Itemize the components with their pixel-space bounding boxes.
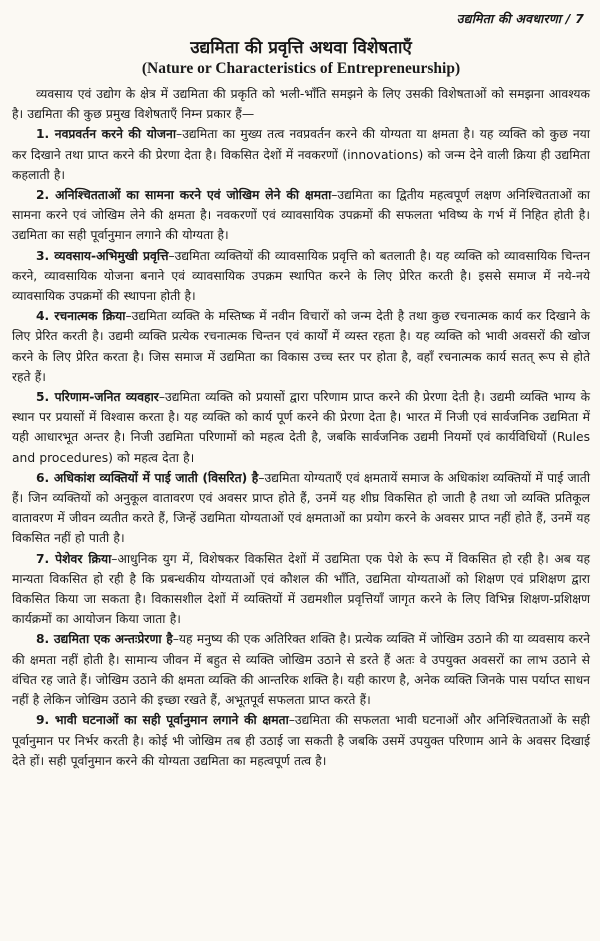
running-head: उद्यमिता की अवधारणा / 7 <box>456 11 584 26</box>
section-title-english: (Nature or Characteristics of Entrepreneurship) <box>141 60 461 77</box>
point-text: –उद्यमिता व्यक्ति को प्रयासों द्वारा परिणाम प्राप्त करने की प्रेरणा देती है। उद्यमी व्यक्ति भाग्य के स्थान पर प्रयासों में विश्वास करता है। यह व्यक्ति को कार्य पूर्ण करने की प्रेरणा देता है। भारत में निजी एवं सार्वजनिक उद्यमिता में यही आधारभूत अन्तर है। निजी उद्यमिता परिणामों को महत्व देती है, जबकि सार्वजनिक उद्यमी नियमों एवं कार्यविधियों (Rules and procedures) को महत्व देता है। <box>12 390 591 465</box>
point-heading: 3. व्यवसाय-अभिमुखी प्रवृत्ति <box>36 248 169 263</box>
point-paragraph <box>12 124 590 185</box>
point-heading: 8. उद्यमिता एक अन्तःप्रेरणा है <box>36 632 173 647</box>
point-heading: 5. परिणाम-जनित व्यवहार <box>36 390 159 405</box>
point-heading: 6. अधिकांश व्यक्तियों में पाई जाती (विसरित) है <box>36 470 259 485</box>
point-heading: 1. नवप्रवर्तन करने की योजना <box>36 127 177 142</box>
point-text: –आधुनिक युग में, विशेषकर विकसित देशों में उद्यमिता एक पेशे के रूप में विकसित हो रही है। अब यह मान्यता विकसित हो रही है कि प्रबन्धकीय योग्यताओं एवं कौशल की भाँति, उद्यमिता योग्यताओं को शिक्षण एवं प्रशिक्षण द्वारा विकसित किया जा सकता है। विकासशील देशों में व्यक्तियों में उद्यमशील प्रवृत्तियाँ जागृत करने के लिए विभिन्न शिक्षण-प्रशिक्षण कार्यक्रमों का आयोजन किया जाता है। <box>12 551 590 627</box>
point-text: –उद्यमिता का मुख्य तत्व नवप्रवर्तन करने की योग्यता या क्षमता है। यह व्यक्ति को कुछ नया कर दिखाने तथा प्राप्त करने की प्रेरणा देता है। विकसित देशों में नवकरणों (innovations) को जन्म देने वाली क्रिया ही उद्यमिता कहलाती है। <box>12 127 590 182</box>
point-heading: 9. भावी घटनाओं का सही पूर्वानुमान लगाने की क्षमता <box>36 713 289 728</box>
point-heading: 2. अनिश्चितताओं का सामना करने एवं जोखिम लेने की क्षमता <box>36 188 332 203</box>
point-text: –उद्यमिता व्यक्ति के मस्तिष्क में नवीन विचारों को जन्म देती है तथा कुछ रचनात्मक कार्य कर दिखाने के लिए प्रेरित करती है। उद्यमी व्यक्ति प्रत्येक रचनात्मक चिन्तन एवं कार्यों में व्यस्त रहता है। यह व्यक्ति को भावी अवसरों की खोज करने के लिए प्रेरित करता है। जिस समाज में उद्यमिता का विकास उच्च स्तर पर होता है, वहाँ रचनात्मक कार्य सतत् रूप से होते रहते हैं। <box>12 309 591 384</box>
point-paragraph <box>12 387 590 468</box>
point-paragraph <box>12 710 590 771</box>
point-text: –उद्यमिता योग्यताएँ एवं क्षमतायें समाज के अधिकांश व्यक्तियों में पाई जाती हैं। जिन व्यक्तियों को अनुकूल वातावरण एवं अवसर प्राप्त होते हैं, उनमें यह शीघ्र विकसित हो जाती है तथा जो व्यक्ति प्रतिकूल वातावरण में जीवन व्यतीत करते हैं, जिन्हें उद्यमिता योग्यताओं एवं क्षमताओं का प्रयोग करने के अवसर प्राप्त नहीं होते हैं, उनमें यह विकसित नहीं हो पाती है। <box>12 470 590 546</box>
point-heading: 4. रचनात्मक क्रिया <box>36 309 126 324</box>
point-text: –उद्यमिता व्यक्तियों की व्यावसायिक प्रवृत्ति को बतलाती है। यह व्यक्ति को व्यावसायिक चिन्तन करने, व्यावसायिक योजना बनाने एवं व्यावसायिक उपक्रम स्थापित करने के लिए प्रेरित करती है। इससे समाज में नये-नये व्यावसायिक उपक्रमों की स्थापना होती है। <box>12 248 591 304</box>
point-paragraph <box>12 468 590 549</box>
point-text: –उद्यमिता का द्वितीय महत्वपूर्ण लक्षण अनिश्चितताओं का सामना करने एवं जोखिम लेने की क्षमता है। नवकरणों एवं व्यावसायिक उपक्रमों की सफलता भविष्य के गर्भ में निहित होती है। उद्यमिता का सही पूर्वानुमान लगाने की योग्यता है। <box>12 188 590 243</box>
point-paragraph <box>12 306 590 387</box>
point-heading: 7. पेशेवर क्रिया <box>36 551 112 566</box>
point-paragraph <box>12 246 590 307</box>
section-title-hindi: उद्यमिता की प्रवृत्ति अथवा विशेषताएँ <box>190 38 412 58</box>
point-paragraph <box>12 549 590 630</box>
point-paragraph <box>12 629 590 710</box>
point-text: –यह मनुष्य की एक अतिरिक्त शक्ति है। प्रत्येक व्यक्ति में जोखिम उठाने की या व्यवसाय करने की क्षमता नहीं होती है। सामान्य जीवन में बहुत से व्यक्ति जोखिम उठाने से डरते हैं अतः वे उपयुक्त अवसरों का लाभ उठाने से वंचित रह जाते हैं। जोखिम उठाने की क्षमता व्यक्ति की आन्तरिक शक्ति है। यही कारण है, अनेक व्यक्ति जिनके पास पर्याप्त साधन नहीं है लेकिन जोखिम उठाने की इच्छा रखते हैं, अभूतपूर्व सफलता प्राप्त करते हैं। <box>12 632 591 708</box>
intro-paragraph: व्यवसाय एवं उद्योग के क्षेत्र में उद्यमिता की प्रकृति को भली-भाँति समझने के लिए उसकी विशेषताओं को समझना आवश्यक है। उद्यमिता की कुछ प्रमुख विशेषताएँ निम्न प्रकार हैं— <box>12 87 590 122</box>
point-paragraph <box>12 185 590 246</box>
point-text: –उद्यमिता की सफलता भावी घटनाओं और अनिश्चितताओं के सही पूर्वानुमान पर निर्भर करती है। कोई भी जोखिम तब ही उठाई जा सकती है जबकि उसमें उपयुक्त परिणाम आने के अवसर दिखाई देते हों। सही पूर्वानुमान करने की योग्यता उद्यमिता का महत्वपूर्ण तत्व है। <box>12 713 590 768</box>
